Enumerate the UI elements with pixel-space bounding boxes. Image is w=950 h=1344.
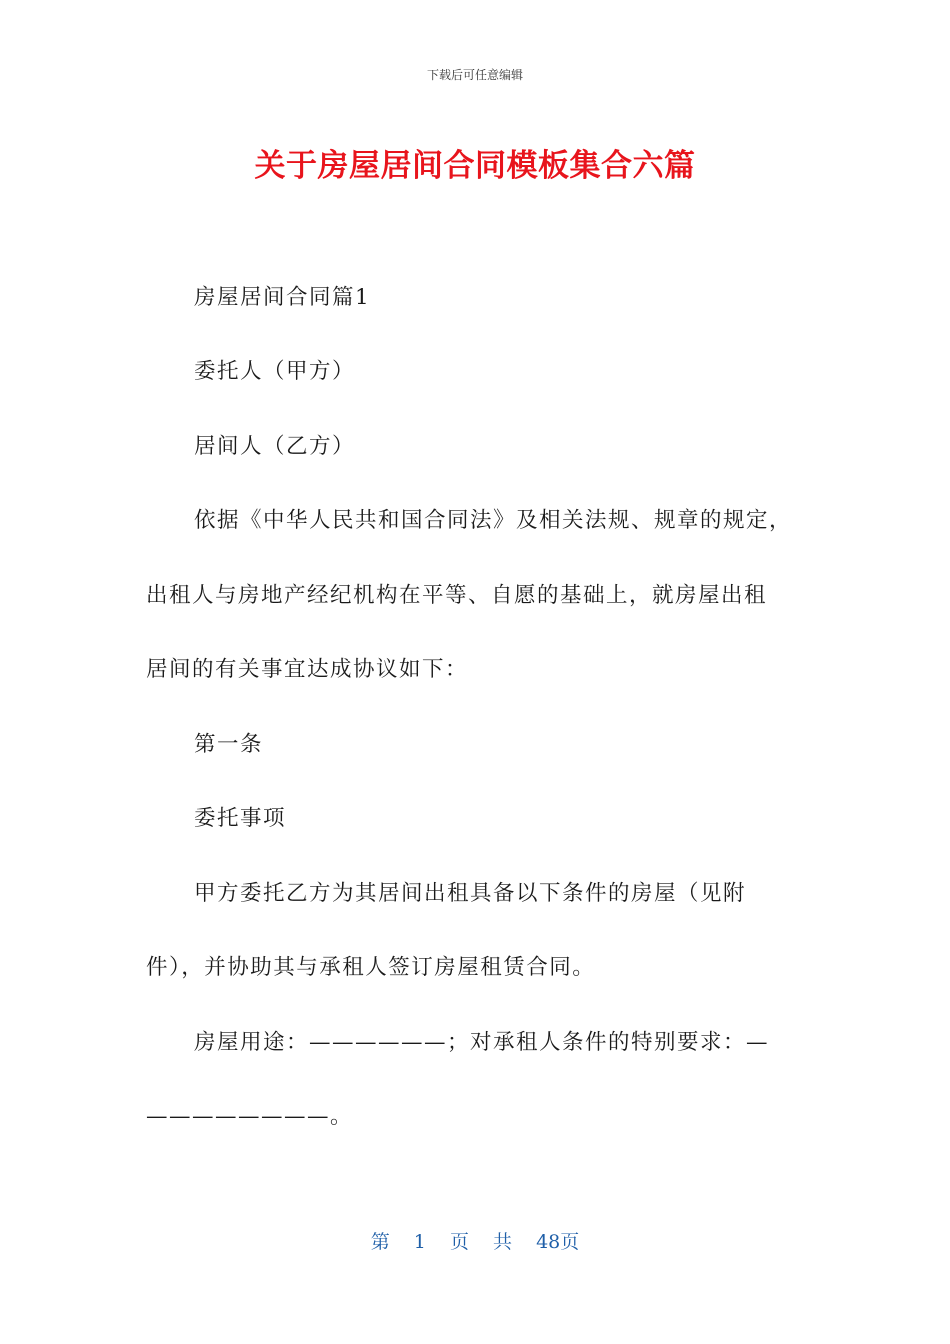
footer-prefix: 第 (370, 1231, 390, 1253)
footer-current-page: 1 (413, 1231, 426, 1253)
paragraph-line: 委托人（甲方） (194, 359, 356, 384)
paragraph-line: 居间人（乙方） (194, 434, 356, 459)
paragraph-line: 甲方委托乙方为其居间出租具备以下条件的房屋（见附 (194, 881, 747, 906)
footer-page-word: 页 (449, 1231, 469, 1253)
paragraph-line: 出租人与房地产经纪机构在平等、自愿的基础上，就房屋出租 (146, 583, 768, 608)
section-heading: 房屋居间合同篇1 (194, 285, 371, 310)
footer-total-prefix: 共 (493, 1231, 513, 1253)
paragraph-line: 件），并协助其与承租人签订房屋租赁合同。 (146, 955, 596, 980)
paragraph-line: 居间的有关事宜达成协议如下： (146, 657, 469, 682)
document-title: 关于房屋居间合同模板集合六篇 (254, 148, 696, 184)
page-header: 下载后可任意编辑 (426, 68, 523, 82)
page-footer (0, 1227, 950, 1254)
paragraph-line: 依据《中华人民共和国合同法》及相关法规、规章的规定， (194, 508, 793, 533)
footer-total-pages: 48页 (536, 1231, 580, 1253)
paragraph-line: ————————。 (146, 1104, 354, 1129)
clause-heading: 第一条 (194, 732, 264, 757)
clause-subheading: 委托事项 (194, 806, 287, 831)
paragraph-line: 房屋用途：——————；对承租人条件的特别要求：— (194, 1030, 770, 1055)
